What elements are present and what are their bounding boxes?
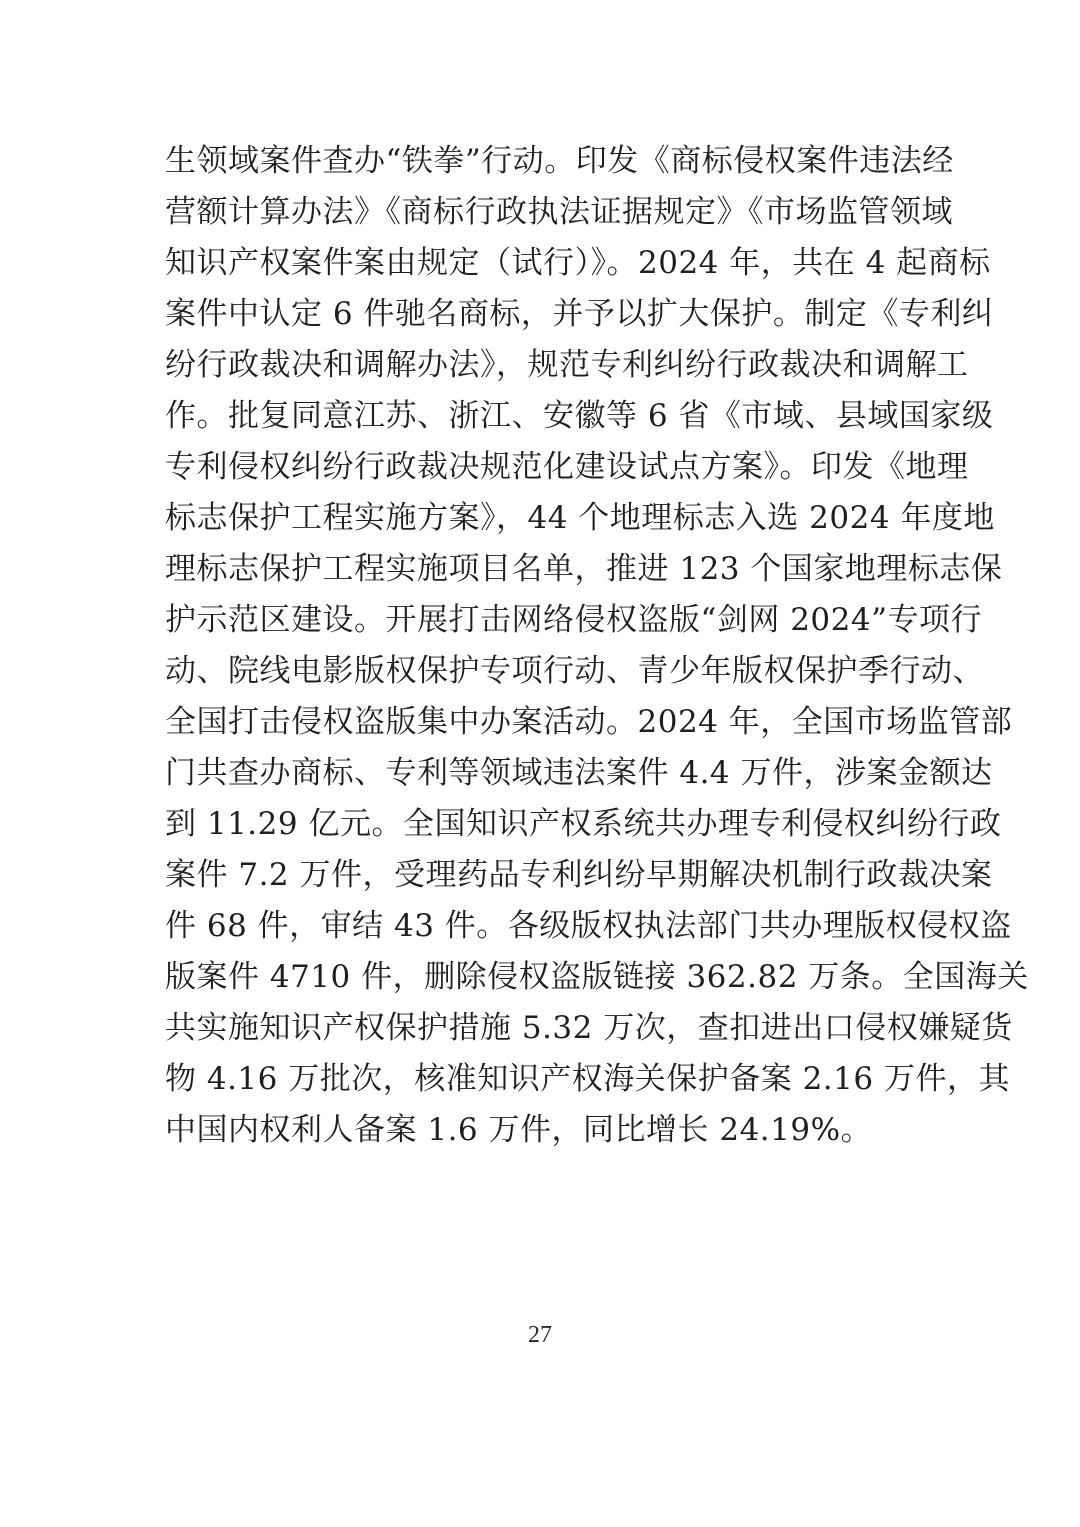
text-line: 作。批复同意江苏、浙江、安徽等 6 省《市域、县域国家级 <box>165 398 994 434</box>
text-line: 共实施知识产权保护措施 5.32 万次，查扣进出口侵权嫌疑货 <box>165 1010 1013 1046</box>
text-line: 门共查办商标、专利等领域违法案件 4.4 万件，涉案金额达 <box>165 755 993 791</box>
text-line: 案件 7.2 万件，受理药品专利纠纷早期解决机制行政裁决案 <box>165 857 993 893</box>
text-line: 营额计算办法》《商标行政执法证据规定》《市场监管领域 <box>165 194 953 230</box>
body-paragraph <box>165 136 1029 1156</box>
page-number: 27 <box>528 1322 552 1348</box>
text-line: 全国打击侵权盗版集中办案活动。2024 年，全国市场监管部 <box>165 704 1013 740</box>
text-line: 动、院线电影版权保护专项行动、青少年版权保护季行动、 <box>165 653 984 689</box>
text-line: 理标志保护工程实施项目名单，推进 123 个国家地理标志保 <box>165 551 1003 587</box>
text-line: 到 11.29 亿元。全国知识产权系统共办理专利侵权纠纷行政 <box>165 806 1002 842</box>
text-line: 知识产权案件案由规定（试行）》。2024 年，共在 4 起商标 <box>165 245 991 281</box>
text-line: 护示范区建设。开展打击网络侵权盗版“剑网 2024”专项行 <box>165 602 982 638</box>
text-line: 纷行政裁决和调解办法》，规范专利纠纷行政裁决和调解工 <box>165 347 969 383</box>
text-line: 案件中认定 6 件驰名商标，并予以扩大保护。制定《专利纠 <box>165 296 994 332</box>
text-line-last: 中国内权利人备案 1.6 万件，同比增长 24.19%。 <box>165 1112 873 1148</box>
text-line: 物 4.16 万批次，核准知识产权海关保护备案 2.16 万件，其 <box>165 1061 1010 1097</box>
text-line: 版案件 4710 件，删除侵权盗版链接 362.82 万条。全国海关 <box>165 959 1029 995</box>
text-line: 件 68 件，审结 43 件。各级版权执法部门共办理版权侵权盗 <box>165 908 1012 944</box>
text-line: 标志保护工程实施方案》，44 个地理标志入选 2024 年度地 <box>165 500 995 536</box>
text-line: 生领域案件查办“铁拳”行动。印发《商标侵权案件违法经 <box>165 143 954 179</box>
text-line: 专利侵权纠纷行政裁决规范化建设试点方案》。印发《地理 <box>165 449 969 485</box>
